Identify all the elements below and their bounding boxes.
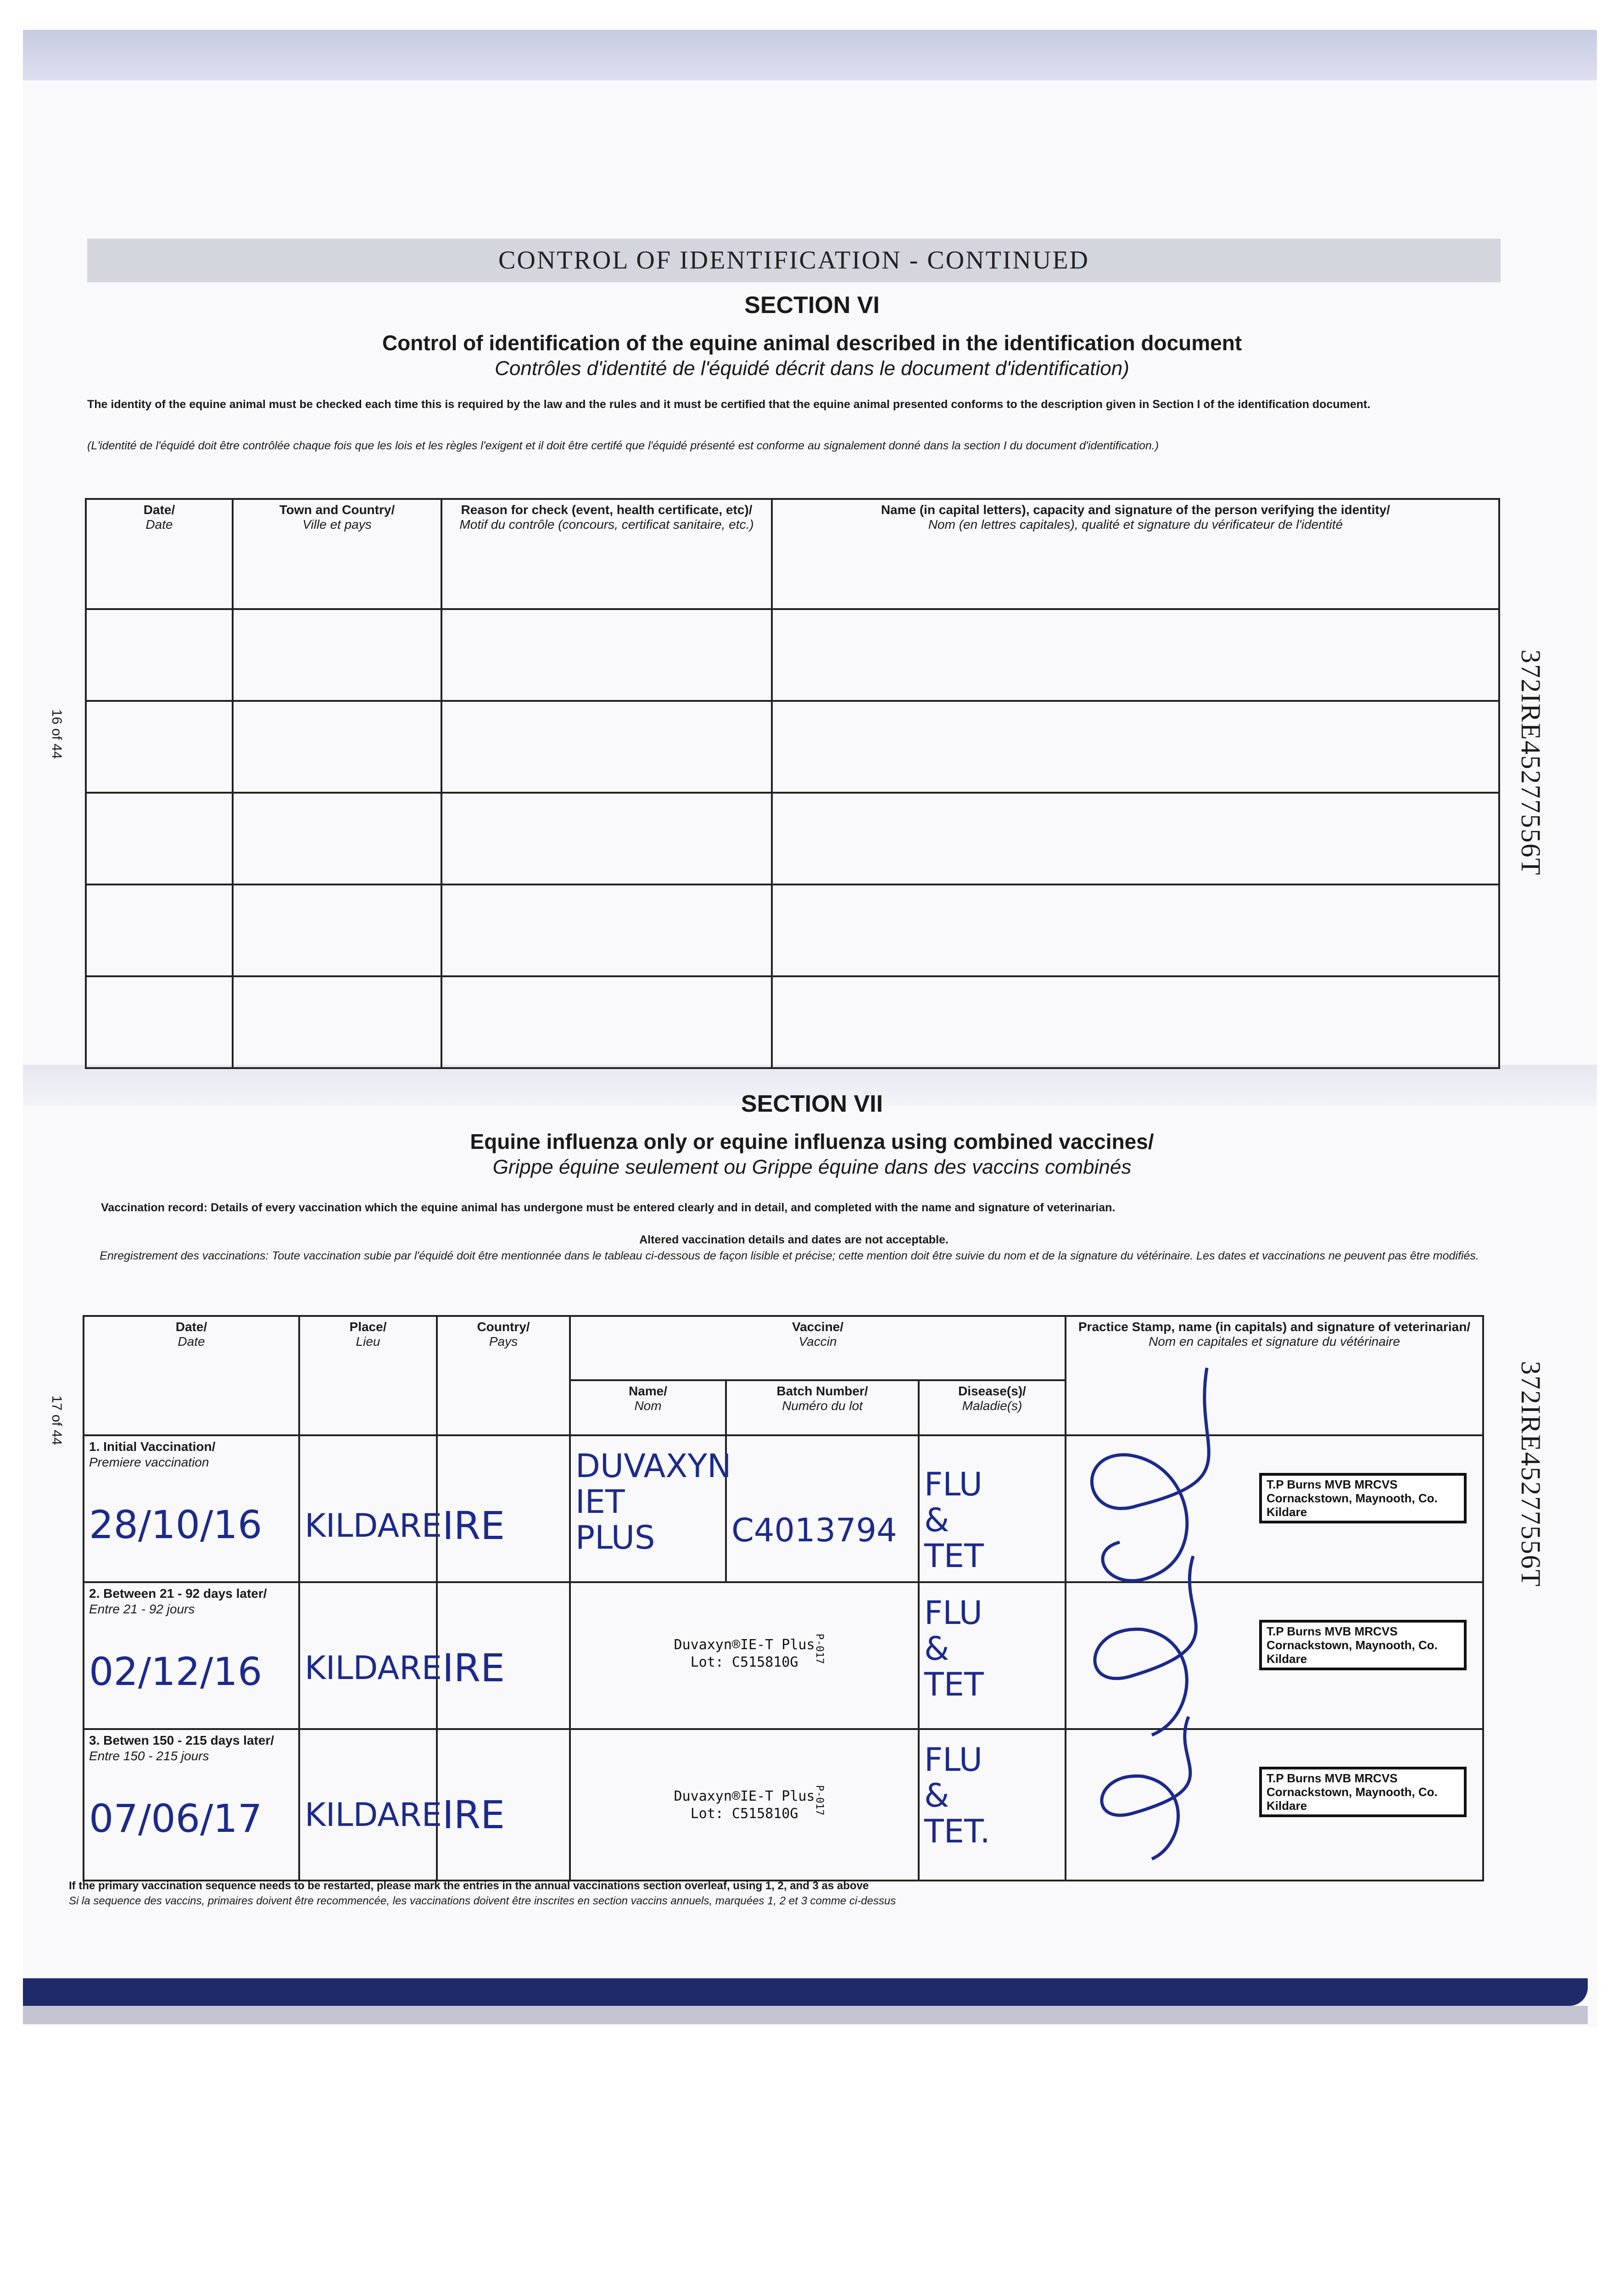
section7-note-en2: Altered vaccination details and dates are not acceptable. [639, 1233, 949, 1246]
table-row [86, 609, 1499, 701]
section6-subtitle-en: Control of identification of the equine animal described in the identification document [382, 331, 1242, 355]
header-band-title: CONTROL OF IDENTIFICATION - CONTINUED [498, 246, 1089, 274]
col-vaccine-name: Name/ Nom [570, 1380, 726, 1435]
handwritten-vaccine-name: DUVAXYN IET PLUS [575, 1447, 731, 1556]
empty-cell [772, 793, 1499, 884]
disease-cell [919, 1435, 1066, 1582]
vaccination-record-text: Details of every vaccination which the equine animal has undergone must be entered clearly and in detail, and completed with the name and signature of veterinarian. [210, 1201, 1116, 1214]
handwritten-disease: FLU & TET [924, 1594, 984, 1703]
section7-title: SECTION VII [741, 1091, 883, 1117]
row-label-en: 2. Between 21 - 92 days later/ [89, 1586, 267, 1601]
table-row [86, 976, 1499, 1068]
col-disease: Disease(s)/ Maladie(s) [919, 1380, 1066, 1435]
handwritten-place: KILDARE [305, 1649, 442, 1687]
section6-title: SECTION VI [744, 292, 880, 319]
vaccine-sticker [575, 1636, 913, 1671]
empty-cell [86, 701, 233, 793]
col-date: Date/ Date [86, 499, 233, 609]
row-label-fr: Entre 21 - 92 jours [89, 1602, 195, 1616]
vaccination-row-1 [84, 1435, 1483, 1582]
cover-shadow [23, 2006, 1588, 2024]
vaccination-record-label: Vaccination record: [101, 1201, 208, 1214]
handwritten-date: 07/06/17 [89, 1796, 262, 1841]
empty-cell [233, 976, 441, 1068]
sticker-lot: Lot: C515810G [690, 1654, 798, 1670]
scan-top-edge [23, 30, 1597, 80]
empty-cell [772, 609, 1499, 701]
handwritten-batch: C4013794 [731, 1511, 897, 1549]
empty-cell [772, 701, 1499, 793]
col-stamp: Practice Stamp, name (in capitals) and signature of veterinarian/ Nom en capitales et signature du vétérinaire [1066, 1316, 1483, 1435]
sticker-code: P-017 [814, 1634, 825, 1664]
vaccine-name-cell [570, 1435, 731, 1582]
empty-cell [441, 701, 772, 793]
batch-cell [726, 1435, 919, 1582]
section6-note-fr: (L'identité de l'équidé doit être contrôlée chaque fois que les lois et les règles l'exigent et il doit être certifé que l'équidé présenté est conforme au signalement donné dans la section I du document d'identification.) [87, 439, 1159, 452]
col-vaccine: Vaccine/ Vaccin [570, 1316, 1066, 1380]
vaccination-header-row [84, 1316, 1483, 1380]
handwritten-disease: FLU & TET. [924, 1741, 990, 1850]
empty-cell [441, 884, 772, 976]
place-cell [299, 1435, 442, 1582]
section7-subtitle-en: Equine influenza only or equine influenza using combined vaccines/ [470, 1130, 1154, 1153]
section6-subtitle-fr: Contrôles d'identité de l'équidé décrit dans le document d'identification) [495, 357, 1129, 380]
page-number-upper: 16 of 44 [49, 709, 64, 759]
vet-stamp: T.P Burns MVB MRCVS Cornackstown, Maynooth, Co. Kildare [1259, 1767, 1467, 1817]
vaccination-row-3 [84, 1729, 1483, 1881]
page-number-lower: 17 of 44 [49, 1395, 64, 1445]
empty-cell [233, 884, 441, 976]
vaccine-sticker-cell [570, 1729, 919, 1881]
row-label-en: 3. Betwen 150 - 215 days later/ [89, 1733, 274, 1747]
section6-note-en: The identity of the equine animal must be checked each time this is required by the law and the rules and it must be certified that the equine animal presented conforms to the description given in Section I of the identification document. [87, 398, 1371, 411]
section7-note-en [101, 1200, 1487, 1215]
handwritten-country: IRE [442, 1503, 505, 1548]
table-row [86, 884, 1499, 976]
country-cell [437, 1582, 570, 1729]
row-label-en: 1. Initial Vaccination/ [89, 1439, 216, 1454]
empty-cell [441, 976, 772, 1068]
handwritten-date: 02/12/16 [89, 1649, 262, 1694]
col-place: Place/ Lieu [299, 1316, 437, 1435]
date-cell [84, 1729, 299, 1881]
section7-subtitle-fr: Grippe équine seulement ou Grippe équine dans des vaccins combinés [492, 1156, 1132, 1178]
row-label-fr: Premiere vaccination [89, 1455, 209, 1469]
date-cell [84, 1435, 299, 1582]
restart-note-fr: Si la sequence des vaccins, primaires doivent être recommencée, les vaccinations doivent être inscrites en section vaccins annuels, marquées 1, 2 et 3 comme ci-dessus [69, 1895, 896, 1907]
handwritten-place: KILDARE [305, 1796, 442, 1834]
vet-signature [1055, 1359, 1262, 1864]
place-cell [299, 1582, 442, 1729]
vet-stamp: T.P Burns MVB MRCVS Cornackstown, Maynooth, Co. Kildare [1259, 1473, 1467, 1523]
disease-cell [919, 1582, 1066, 1729]
col-verifier: Name (in capital letters), capacity and signature of the person verifying the identity/ Nom (en lettres capitales), qualité et signature du vérificateur de l'identité [772, 499, 1499, 609]
empty-cell [441, 793, 772, 884]
passport-number-lower: 372IRE45277556T [1516, 1361, 1546, 1588]
vaccine-sticker-cell [570, 1582, 919, 1729]
vaccination-row-2 [84, 1582, 1483, 1729]
date-cell [84, 1582, 299, 1729]
handwritten-place: KILDARE [305, 1507, 442, 1545]
empty-cell [86, 793, 233, 884]
country-cell [437, 1729, 570, 1881]
col-country: Country/ Pays [437, 1316, 570, 1435]
passport-number-upper: 372IRE45277556T [1516, 649, 1546, 876]
handwritten-country: IRE [442, 1646, 505, 1690]
table-row [86, 701, 1499, 793]
handwritten-country: IRE [442, 1792, 505, 1837]
vaccine-sticker [575, 1788, 913, 1823]
vaccination-table [83, 1315, 1484, 1881]
sticker-lot: Lot: C515810G [690, 1806, 798, 1822]
empty-cell [233, 701, 441, 793]
empty-cell [233, 609, 441, 701]
col-town-country: Town and Country/ Ville et pays [233, 499, 441, 609]
identity-check-header-row [86, 499, 1499, 609]
section7-note-fr: Enregistrement des vaccinations: Toute vaccination subie par l'équidé doit être mentionnée dans le tableau ci-dessous de façon lisible et précise; cette mention doit être suivie du nom et de la signature du vétérinaire. Les dates et vaccinations ne peuvent pas être modifiés. [100, 1249, 1479, 1262]
handwritten-disease: FLU & TET [924, 1466, 984, 1575]
identity-check-table [85, 498, 1500, 1069]
empty-cell [233, 793, 441, 884]
handwritten-date: 28/10/16 [89, 1502, 262, 1547]
disease-cell [919, 1729, 1066, 1881]
empty-cell [772, 976, 1499, 1068]
sticker-product: Duvaxyn®IE-T Plus [674, 1788, 815, 1804]
col-date: Date/ Date [84, 1316, 299, 1435]
row-label-fr: Entre 150 - 215 jours [89, 1749, 209, 1763]
country-cell [437, 1435, 570, 1582]
empty-cell [86, 976, 233, 1068]
sticker-code: P-017 [814, 1785, 825, 1816]
empty-cell [772, 884, 1499, 976]
vet-stamp: T.P Burns MVB MRCVS Cornackstown, Maynooth, Co. Kildare [1259, 1620, 1467, 1670]
col-reason: Reason for check (event, health certificate, etc)/ Motif du contrôle (concours, certificat sanitaire, etc.) [441, 499, 772, 609]
empty-cell [86, 884, 233, 976]
empty-cell [441, 609, 772, 701]
place-cell [299, 1729, 442, 1881]
section-header-band [87, 239, 1501, 282]
passport-cover-edge [23, 1978, 1588, 2006]
table-row [86, 793, 1499, 884]
restart-note-en: If the primary vaccination sequence needs to be restarted, please mark the entries in the annual vaccinations section overleaf, using 1, 2, and 3 as above [69, 1880, 869, 1892]
empty-cell [86, 609, 233, 701]
sticker-product: Duvaxyn®IE-T Plus [674, 1637, 815, 1653]
col-batch: Batch Number/ Numéro du lot [726, 1380, 919, 1435]
